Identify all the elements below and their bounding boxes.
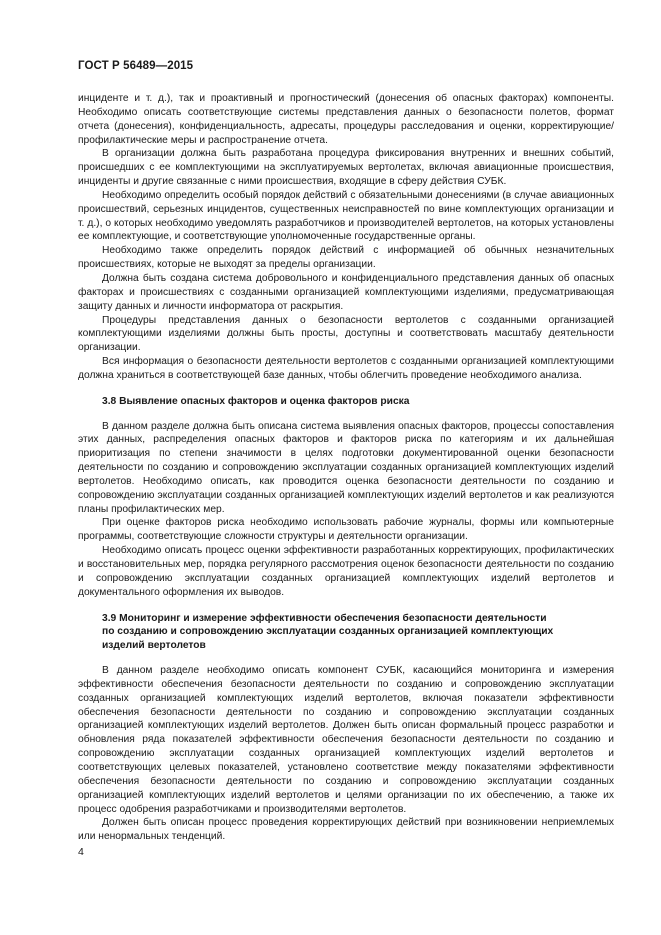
section-heading-line: по созданию и сопровождению эксплуатации созданных организацией комплектующих bbox=[102, 626, 554, 638]
paragraph: Необходимо описать процесс оценки эффективности разработанных корректирующих, профилактических и восстановительных мер, порядка регулярного рассмотрения оценок безопасности деятельности по созданию и сопровождению эксплуатации созданных организацией комплектующих изделий вертолетов и документального оформления их выводов. bbox=[78, 545, 614, 598]
page-number: 4 bbox=[78, 846, 84, 858]
document-body bbox=[78, 92, 614, 844]
paragraph: В организации должна быть разработана процедура фиксирования внутренних и внешних событий, происшедших с ее комплектующими на эксплуатируемых вертолетах, включая авиационные происшествия, инциденты и другие связанные с ними происшествия, входящие в сферу действия СУБК. bbox=[78, 148, 614, 188]
section-heading-3-8: 3.8 Выявление опасных факторов и оценка факторов риска bbox=[102, 395, 410, 407]
paragraph: Вся информация о безопасности деятельности вертолетов с созданными организацией комплектующими должна храниться в соответствующей базе данных, чтобы облегчить проведение необходимого анализа. bbox=[78, 356, 614, 381]
paragraph: В данном разделе необходимо описать компонент СУБК, касающийся мониторинга и измерения эффективности обеспечения безопасности деятельности по созданию и сопровождению эксплуатации созданных организацией комплектующих изделий вертолетов, включая показатели эффективности обеспечения безопасности деятельности по созданию и сопровождению эксплуатации созданных организацией комплектующих изделий вертолетов. Должен быть описан формальный процесс разработки и обновления ряда показателей эффективности обеспечения безопасности деятельности по созданию и сопровождению эксплуатации созданных организацией комплектующих изделий вертолетов и соответствующих целевых показателей, установлено соответствие между показателями эффективности обеспечения безопасности деятельности по созданию и сопровождению эксплуатации созданных организацией комплектующих изделий вертолетов и целями организации по их обеспечению, а также их процесс одобрения разработчиками и производителями вертолетов. bbox=[78, 665, 614, 815]
section-heading-3-9 bbox=[78, 612, 614, 654]
paragraph: Процедуры представления данных о безопасности вертолетов с созданными организацией комплектующими изделиями должны быть просты, доступны и соответствовать масштабу деятельности организации. bbox=[78, 314, 614, 354]
document-id-header: ГОСТ Р 56489—2015 bbox=[78, 60, 194, 72]
section-heading-line: изделий вертолетов bbox=[102, 640, 206, 652]
paragraph: Необходимо также определить порядок действий с информацией об обычных незначительных происшествиях, которые не выходят за пределы организации. bbox=[78, 245, 614, 271]
paragraph: Должен быть описан процесс проведения корректирующих действий при возникновении неприемлемых или ненормальных тенденций. bbox=[78, 817, 614, 843]
paragraph: инциденте и т. д.), так и проактивный и прогностический (донесения об опасных факторах) компоненты. Необходимо описать соответствующие системы представления данных о безопасности полетов, формат отчета (донесения), конфиденциальность, адресаты, процедуры расследования и оценки, корректирующие/профилактические меры и распространение отчета. bbox=[78, 93, 614, 146]
paragraph: В данном разделе должна быть описана система выявления опасных факторов, процессы сопоставления этих данных, распределения опасных факторов и факторов риска по категориям и их дальнейшая приоритизация по степени значимости в целях подготовки документированной оценки безопасности деятельности по созданию и сопровождению эксплуатации созданных организацией комплектующих изделий вертолетов. Необходимо описать, как проводится оценка безопасности деятельности по созданию и сопровождению эксплуатации созданных организацией комплектующих изделий вертолетов и как реализуются планы профилактических мер. bbox=[78, 420, 614, 515]
paragraph: Необходимо определить особый порядок действий с обязательными донесениями (в случае авиационных происшествий, серьезных инцидентов, существенных неисправностей по вине комплектующих организации и т. д.), о которых необходимо уведомлять разработчиков и производителей вертолетов, на которых установлены ее комплектующие, и соответствующие уполномоченные государственные органы. bbox=[78, 189, 614, 243]
paragraph: Должна быть создана система добровольного и конфиденциального представления данных об опасных факторах и происшествиях с созданными организацией комплектующими изделиями, предусматривающая защиту данных и личности информатора от раскрытия. bbox=[78, 272, 614, 312]
paragraph: При оценке факторов риска необходимо использовать рабочие журналы, формы или компьютерные программы, соответствующие сложности структуры и деятельности организации. bbox=[78, 517, 614, 543]
section-heading-line: 3.9 Мониторинг и измерение эффективности обеспечения безопасности деятельности bbox=[102, 612, 547, 624]
